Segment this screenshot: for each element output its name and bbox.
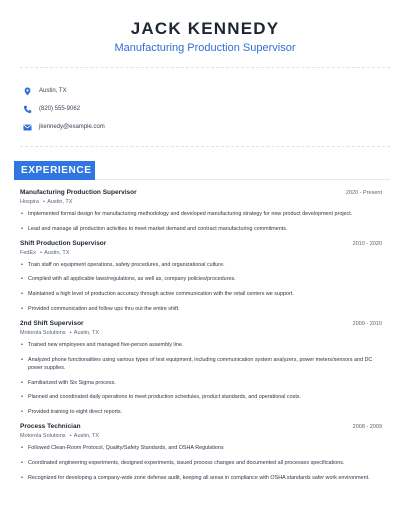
experience-list [20,189,382,488]
email-text: jkennedy@example.com [39,124,105,130]
job-title: 2nd Shift Supervisor [20,319,84,327]
contact-email [22,118,105,136]
section-heading: EXPERIENCE [21,165,92,176]
job-company-location: Hospira • Austin, TX [20,199,73,205]
location-pin-icon [23,87,32,96]
bullet-item: • Familiarized with Six Sigma process. [20,379,382,387]
job-bullets [20,261,382,314]
contact-location [22,82,105,100]
phone-icon [23,105,32,114]
bullet-item: • Trained new employees and managed five-person assembly line. [20,341,382,349]
contact-list [22,82,105,136]
location-text: Austin, TX [39,88,67,94]
job-title: Process Technician [20,423,81,431]
job-location: Austin, TX [47,199,73,205]
job-title: Manufacturing Production Supervisor [20,189,137,196]
bullet-item: • Lead and manage all production activities to meet market demand and contract manufacturing commitments. [20,225,382,233]
job-company-location: FedEx • Austin, TX [20,249,70,256]
job-bullets [20,210,382,233]
job-entry [20,240,382,314]
job-company: Motorola Solutions [20,433,66,440]
bullet-item: • Provided training to eight direct reports. [20,408,382,416]
section-underline [95,179,390,180]
job-company: Motorola Solutions [20,329,66,336]
contact-divider [20,146,390,147]
email-icon [23,123,32,132]
job-dates: 2010 - 2020 [352,240,382,247]
bullet-item: • Provided communication and follow ups thru out the entire shift. [20,305,382,313]
candidate-name: JACK KENNEDY [130,19,280,38]
job-title: Shift Production Supervisor [20,239,107,247]
phone-text: (820) 555-9062 [39,106,81,112]
job-location: Austin, TX [44,249,70,256]
bullet-item: • Implemented formal design for manufacturing methodology and developed manufacturing strategy for new product development project. [20,210,382,218]
job-company: Hospira [20,199,39,205]
job-location: Austin, TX [73,329,100,336]
bullet-item: • Planned and coordinated daily operations to meet production schedules, product standards, and operational costs. [20,393,382,401]
experience-section-tab [14,161,95,180]
job-location: Austin, TX [73,433,100,440]
resume-header [0,0,410,54]
job-company-location: Motorola Solutions • Austin, TX [20,329,100,336]
bullet-item: • Analyzed phone functionalities using various types of test equipment, including communication system analyzers, power meters/sensors and DC power supplies. [20,356,382,373]
job-dates: 2020 - Present [345,190,382,196]
bullet-item: • Coordinated engineering experiments, designed experiments, issued process changes and documented all processes specifications. [20,459,382,467]
job-entry [20,320,382,417]
bullet-item: • Train staff on equipment operations, safety procedures, and organizational culture. [20,261,382,269]
job-company: FedEx [20,249,36,256]
job-bullets [20,341,382,417]
bullet-item: • Recognized for developing a company-wide zone defense audit, keeping all areas in compliance with OSHA standards safer work environment. [20,474,382,482]
bullet-item: • Maintained a high level of production accuracy through active communication with the retail centers we support. [20,290,382,298]
bullet-item: • Followed Clean-Room Protocol, Quality/Safety Standards, and OSHA Regulations [20,444,382,452]
job-dates: 2009 - 2010 [352,320,382,327]
header-divider [20,67,390,68]
candidate-title: Manufacturing Production Supervisor [114,42,296,54]
bullet-item: • Complied with all applicable laws/regulations, as well as, company policies/procedures. [20,275,382,283]
job-dates: 2008 - 2009 [352,424,382,431]
job-entry [20,423,382,482]
job-entry [20,189,382,233]
job-company-location: Motorola Solutions • Austin, TX [20,433,100,440]
contact-phone [22,100,105,118]
job-bullets [20,444,382,482]
